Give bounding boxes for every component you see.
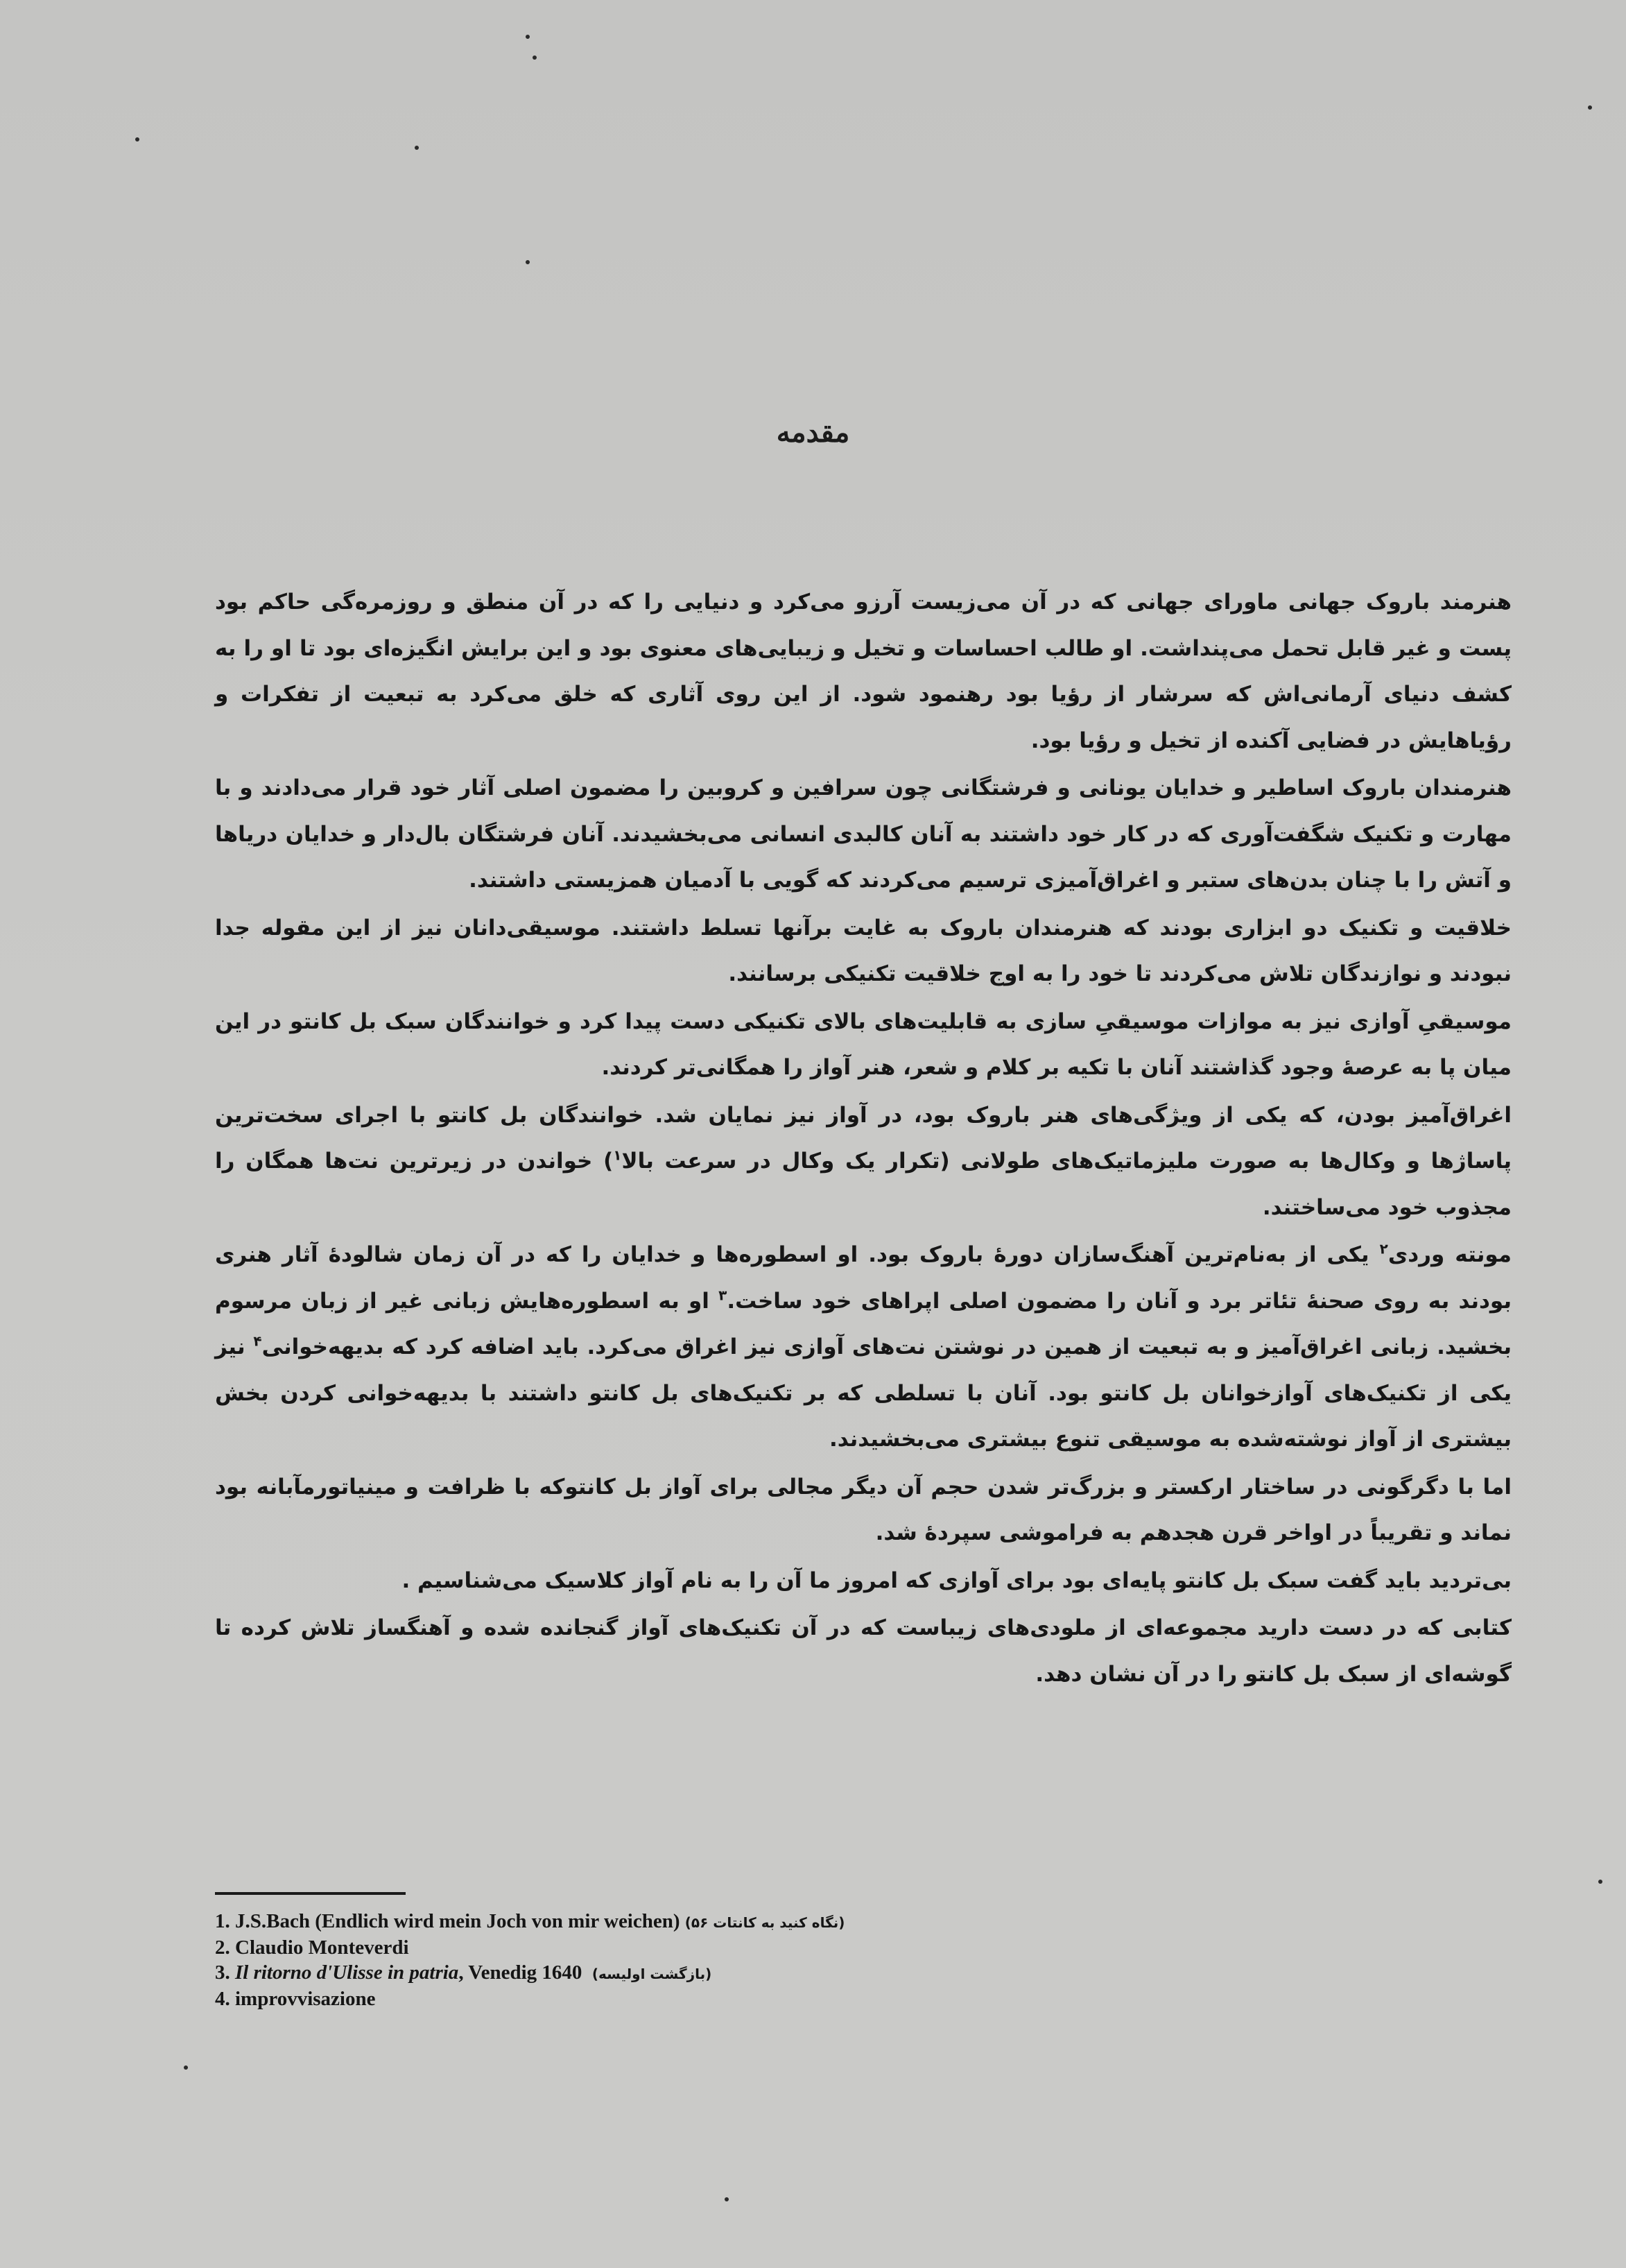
print-speck [184, 2065, 188, 2070]
footnote [215, 1960, 1255, 1986]
footnote-persian: (نگاه کنید به کانتات ۵۶) [684, 1914, 845, 1931]
paragraph: هنرمند باروک جهانی ماورای جهانی که در آن می‌زیست آرزو می‌کرد و دنیایی را که در آن منطق و روزمره‌گی حاکم بود پست و غیر قابل تحمل می‌پنداشت. او طالب احساسات و تخیل و زیبایی‌های معنوی بود و این برایش انگیزه‌ای بود تا او را به کشف دنیای آرمانی‌اش که سرشار از رؤیا بود رهنمود شود. از این روی آثاری که خلق می‌کرد به تبعیت از تفکرات و رؤیاهایش در فضایی آکنده از تخیل و رؤیا بود. [215, 590, 1512, 753]
footnote-number: 3. [215, 1961, 235, 1984]
print-speck [135, 137, 139, 141]
paragraph-text: نیز یکی از تکنیک‌های آوازخوانان بل کانتو بود. آنان با تسلطی که بر تکنیک‌های بل کانتو داشتند با بدیهه‌خوانی کردن بخش بیشتری از آواز نوشته‌شده به موسیقی تنوع بیشتری می‌بخشیدند. [215, 1334, 1512, 1452]
paragraph: موسیقیِ آوازی نیز به موازات موسیقیِ سازی به قابلیت‌های بالای تکنیکی دست پیدا کرد و خوانندگان سبک بل کانتو در این میان پا به عرصهٔ وجود گذاشتند آنان با تکیه بر کلام و شعر، هنر آواز را همگانی‌تر کردند. [215, 1008, 1512, 1080]
footnotes [215, 1909, 1255, 2011]
page-title: مقدمه [776, 416, 850, 449]
paragraph [215, 1232, 1512, 1463]
paragraph: کتابی که در دست دارید مجموعه‌ای از ملودی‌های زیباست که در آن تکنیک‌های آواز گنجانده شده و آهنگساز تلاش کرده تا گوشه‌ای از سبک بل کانتو را در آن نشان دهد. [215, 1615, 1512, 1687]
footnote-ref: ۲ [1379, 1240, 1388, 1257]
paragraph-text: اغراق‌آمیز بودن، که یکی از ویژگی‌های هنر باروک بود، در آواز نیز نمایان شد. خوانندگان بل کانتو با اجرای سخت‌ترین پاساژها و وکال‌ها به صورت ملیزماتیک‌های طولانی (تکرار یک وکال در سرعت بالا [215, 1102, 1512, 1174]
footnote-divider [215, 1892, 406, 1895]
footnote-text: 4. improvvisazione [215, 1988, 376, 2010]
print-speck [526, 260, 530, 264]
footnote [215, 1935, 1255, 1960]
footnote-text: , Venedig 1640 [458, 1961, 582, 1984]
footnote-ref: ۳ [718, 1287, 727, 1304]
print-speck [1588, 105, 1592, 110]
footnote-text: 2. Claudio Monteverdi [215, 1936, 409, 1959]
paragraph [215, 1092, 1512, 1231]
paragraph-text: ) خواندن در زیرترین نت‌ها همگان را مجذوب خود می‌ساختند. [215, 1149, 1512, 1220]
paragraph: خلاقیت و تکنیک دو ابزاری بودند که هنرمندان باروک به غایت برآنها تسلط داشتند. موسیقی‌دانان نیز از این مقوله جدا نبودند و نوازندگان تلاش می‌کردند تا خود را به اوج خلاقیت تکنیکی برسانند. [215, 915, 1512, 986]
footnote-title: Il ritorno d'Ulisse in patria [235, 1961, 459, 1984]
footnote-ref: ۴ [253, 1332, 262, 1350]
paragraph: هنرمندان باروک اساطیر و خدایان یونانی و فرشتگانی چون سرافین و کروبین را مضمون اصلی آثار خود قرار می‌دادند و با مهارت و تکنیک شگفت‌آوری که در کار خود داشتند به آنان کالبدی انسانی می‌بخشیدند. آنان فرشتگان بال‌دار و خدایان دریاها و آتش را با چنان بدن‌های ستبر و اغراق‌آمیزی ترسیم می‌کردند که گویی با آدمیان همزیستی داشتند. [215, 775, 1512, 893]
footnote-persian: (بازگشت اولیسه) [591, 1966, 712, 1982]
body-text [215, 579, 1512, 1697]
print-speck [533, 55, 537, 60]
print-speck [1598, 1880, 1602, 1884]
paragraph-text: یکی از به‌نام‌ترین آهنگ‌سازان دورهٔ باروک بود. او اسطوره‌ها و خدایان را که در آن زمان شالودهٔ آثار هنری بودند به روی صحنهٔ تئاتر برد و آنان را مضمون اصلی اپراهای خود ساخت. [215, 1242, 1512, 1314]
print-speck [725, 2197, 729, 2201]
print-speck [415, 146, 419, 150]
footnote-ref: ۱ [613, 1146, 622, 1164]
paragraph: اما با دگرگونی در ساختار ارکستر و بزرگ‌تر شدن حجم آن دیگر مجالی برای آواز بل کانتوکه با ظرافت و مینیاتورمآبانه بود نماند و تقریباً در اواخر قرن هجدهم به فراموشی سپردهٔ شد. [215, 1474, 1512, 1545]
footnote [215, 1909, 1255, 1935]
paragraph-text: او به اسطوره‌هایش زبانی غیر از زبان مرسوم بخشید. زبانی اغراق‌آمیز و به تبعیت از همین در نوشتن نت‌های آوازی نیز اغراق می‌کرد. باید اضافه کرد که بدیهه‌خوانی [215, 1288, 1512, 1359]
footnote [215, 1986, 1255, 2011]
paragraph-text: مونته وردی [1387, 1242, 1512, 1267]
print-speck [526, 35, 530, 39]
footnote-text: 1. J.S.Bach (Endlich wird mein Joch von mir weichen) [215, 1910, 680, 1932]
paragraph: بی‌تردید باید گفت سبک بل کانتو پایه‌ای بود برای آوازی که امروز ما آن را به نام آواز کلاسیک می‌شناسیم . [401, 1567, 1512, 1593]
